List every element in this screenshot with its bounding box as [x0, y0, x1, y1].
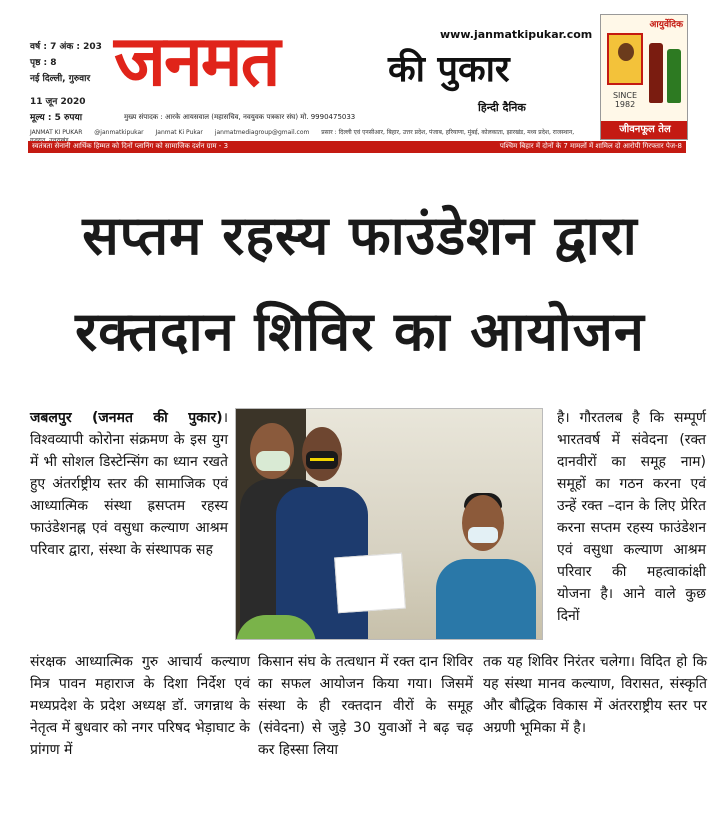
- social-bar: [30, 128, 590, 138]
- column-text: संरक्षक आध्यात्मिक गुरु आचार्य कल्याण मित्र पावन महाराज के दिशा निर्देश एवं मध्यप्रदेश के प्रदेश अध्यक्ष डॉ. जगन्नाथ के नेतृत्व में बुधवार को नगर परिषद भेड़ाघाट के प्रांगण में: [30, 654, 250, 758]
- article-photo: [235, 408, 543, 640]
- ad-portrait-image: [607, 33, 643, 85]
- news-ticker-strip: [28, 141, 686, 153]
- headline-line-1: सप्तम रहस्य फाउंडेशन द्वारा: [82, 204, 638, 267]
- ad-bottle-image: [649, 43, 663, 103]
- article-column-bottom-1: [30, 651, 250, 761]
- date: 11 जून 2020: [30, 97, 86, 107]
- twitter-handle[interactable]: @janmatkipukar: [94, 129, 144, 136]
- column-text: किसान संघ के तत्वधान में रक्त दान शिविर का सफल आयोजन किया गया। जिसमें संस्था के ही रक्तदान वीरों के समूह (संवेदना) से जुड़े 30 युवाओं ने बढ़ चढ़ कर हिस्सा लिया: [258, 654, 473, 758]
- ticker-right: पश्चिम बिहार में दोनों के 7 मामलों में शामिल दो आरोपी गिरफ्तार पेज-8: [499, 142, 682, 150]
- article-column-bottom-2: [258, 651, 473, 761]
- ticker-left: स्वतंत्रता सेनानी आर्थिक हिम्मत को दिनों प्लानिंग को सामाजिक दर्शन ग्राम - 3: [32, 142, 229, 150]
- ad-bottle-image: [667, 49, 681, 103]
- column-text: है। गौरतलब है कि सम्पूर्ण भारतवर्ष में संवेदना (रक्त दानवीरों का समूह नाम) समूहों का गठन करना एवं उन्हें रक्त –दान के लिए प्रेरित करना सप्तम रहस्य फाउंडेशन एवं वसुधा कल्याण आश्रम परिवार की महत्वाकांक्षी योजना है। आने वाले कुछ दिनों: [557, 410, 706, 624]
- column-text: । विश्वव्यापी कोरोना संक्रमण के इस युग में भी सोशल डिस्टेन्सिंग का ध्यान रखते हुए अंतर्राष्ट्रीय स्तर की सामाजिक एवं आध्यात्मिक संस्था ह्रसप्तम रहस्य फाउंडेशनह्न एवं वसुधा कल्याण आश्रम परिवार द्वारा, संस्था के संस्थापक सह: [30, 410, 228, 558]
- ad-label: आयुर्वेदिक: [649, 20, 683, 30]
- newspaper-logo-secondary: की पुकार: [388, 49, 510, 90]
- article-column-bottom-3: [483, 651, 707, 739]
- editor-line: मुख्य संपादक : आरके आयसवाल (महासचिव, नवयुवक पत्रकार संघ) मो. 9990475033: [124, 113, 356, 121]
- dateline: जबलपुर (जनमत की पुकार): [30, 410, 223, 426]
- column-text: तक यह शिविर निरंतर चलेगा। विदित हो कि यह संस्था मानव कल्याण, विरासत, संस्कृति और बौद्धिक विकास में अंतरराष्ट्रीय स्तर पर अग्रणी भूमिका में है।: [483, 654, 707, 736]
- page-number: पृष्ठ : 8: [30, 58, 57, 68]
- youtube-handle[interactable]: Janmat Ki Pukar: [155, 129, 203, 136]
- email-address[interactable]: janmatmediagroup@gmail.com: [214, 129, 310, 136]
- newspaper-logo-main: जनमत: [114, 20, 279, 102]
- circulation-area: प्रसार : दिल्ली एवं एनसीआर, बिहार, उत्तर प्रदेश, पंजाब, हरियाणा, मुंबई, कोलकाता, झारखंड, मध्य प्रदेश, राजस्थान,: [321, 129, 575, 136]
- advertisement[interactable]: [600, 14, 688, 140]
- ad-since: SINCE 1982: [612, 91, 638, 109]
- website-url[interactable]: www.janmatkipukar.com: [440, 28, 593, 41]
- volume-issue: वर्ष : 7 अंक : 203: [30, 42, 102, 52]
- facebook-handle[interactable]: JANMAT KI PUKAR: [30, 129, 83, 136]
- city-day: नई दिल्ली, गुरुवार: [30, 74, 91, 84]
- article-column-left: [30, 407, 228, 561]
- price: मूल्य : 5 रुपया: [30, 113, 83, 123]
- headline-line-2: रक्तदान शिविर का आयोजन: [75, 300, 645, 363]
- article-column-right: [557, 407, 706, 627]
- masthead: [0, 0, 720, 160]
- ad-brand: जीवनफूल तेल: [601, 121, 688, 139]
- article-headline: [0, 188, 720, 380]
- newspaper-subtitle: हिन्दी दैनिक: [478, 101, 526, 114]
